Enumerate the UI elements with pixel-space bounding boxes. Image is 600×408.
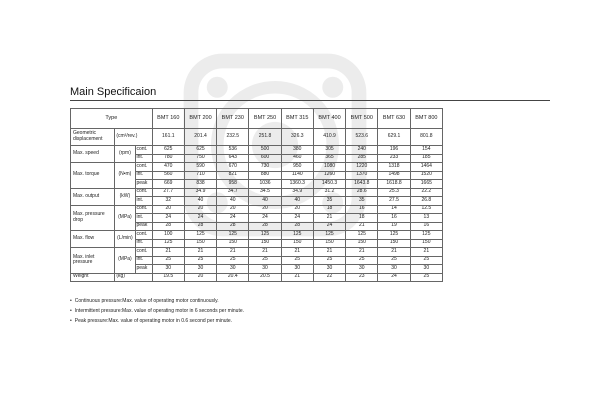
parameter-label: Max. inlet pressure [71, 248, 115, 274]
table-cell: 24 [313, 222, 345, 231]
table-cell: 28 [249, 222, 281, 231]
footnotes [70, 296, 244, 326]
table-cell: 28 [152, 222, 184, 231]
table-cell: 24 [281, 214, 313, 223]
table-cell: 21 [281, 248, 313, 257]
model-header: BMT 400 [313, 109, 345, 129]
table-cell: 201.4 [184, 129, 216, 146]
table-cell: 20 [217, 205, 249, 214]
parameter-unit: (kg) [115, 273, 152, 282]
table-cell: 1318 [378, 163, 410, 172]
table-cell: 154 [410, 146, 442, 155]
table-cell: 24 [249, 214, 281, 223]
table-cell: 35 [346, 197, 378, 206]
table-cell: 251.8 [249, 129, 281, 146]
table-cell: 18 [313, 205, 345, 214]
table-cell: 40 [281, 197, 313, 206]
table-row [71, 146, 443, 155]
condition-label: int. [135, 171, 152, 180]
table-cell: 21 [281, 273, 313, 282]
table-cell: 196 [378, 146, 410, 155]
parameter-unit: (cm³/rev.) [115, 129, 152, 146]
table-cell: 380 [281, 146, 313, 155]
table-cell: 780 [152, 154, 184, 163]
parameter-label: Max. pressure drop [71, 205, 115, 231]
footnote-item [70, 316, 244, 326]
table-cell: 669 [152, 180, 184, 189]
table-cell: 20.5 [249, 273, 281, 282]
table-cell: 13 [410, 214, 442, 223]
table-cell: 30 [152, 265, 184, 274]
table-cell: 1036 [249, 180, 281, 189]
footnote-item [70, 306, 244, 316]
table-cell: 150 [410, 239, 442, 248]
table-cell: 34.7 [217, 188, 249, 197]
table-cell: 21 [313, 248, 345, 257]
table-cell: 28 [281, 222, 313, 231]
condition-label: cont. [135, 248, 152, 257]
table-cell: 34.9 [281, 188, 313, 197]
table-cell: 1665 [410, 180, 442, 189]
table-cell: 821 [217, 171, 249, 180]
condition-label: cont. [135, 146, 152, 155]
table-cell: 1140 [281, 171, 313, 180]
table-row [71, 188, 443, 197]
footnote-text: Intermittent pressure:Max. value of operating motor in 6 seconds per minute. [74, 308, 245, 314]
table-cell: 21 [152, 248, 184, 257]
table-cell: 1370 [346, 171, 378, 180]
table-cell: 27.7 [152, 188, 184, 197]
model-header: BMT 230 [217, 109, 249, 129]
table-cell: 125 [249, 231, 281, 240]
table-cell: 150 [378, 239, 410, 248]
table-cell: 24 [378, 273, 410, 282]
model-header: BMT 250 [249, 109, 281, 129]
table-cell: 305 [313, 146, 345, 155]
table-cell: 801.8 [410, 129, 442, 146]
table-cell: 710 [184, 171, 216, 180]
table-cell: 22 [313, 273, 345, 282]
table-cell: 100 [152, 231, 184, 240]
table-cell: 30 [184, 265, 216, 274]
parameter-label: Geometric displacement [71, 129, 115, 146]
table-cell: 21 [346, 248, 378, 257]
table-cell: 16 [410, 222, 442, 231]
table-cell: 730 [249, 163, 281, 172]
parameter-unit: (rpm) [115, 146, 135, 163]
table-cell: 950 [281, 163, 313, 172]
table-cell: 40 [249, 197, 281, 206]
table-cell: 670 [217, 163, 249, 172]
condition-label: int. [135, 197, 152, 206]
parameter-unit: (MPa) [115, 248, 135, 274]
table-cell: 125 [346, 231, 378, 240]
table-cell: 25 [346, 256, 378, 265]
table-row [71, 205, 443, 214]
table-cell: 125 [281, 231, 313, 240]
table-cell: 30 [281, 265, 313, 274]
table-cell: 40 [184, 197, 216, 206]
table-cell: 25 [152, 256, 184, 265]
table-cell: 25 [410, 256, 442, 265]
page-title: Main Specificaion [70, 86, 157, 98]
bullet-icon: • [70, 308, 72, 314]
table-cell: 500 [249, 146, 281, 155]
table-cell: 1618.8 [378, 180, 410, 189]
table-cell: 1450.3 [313, 180, 345, 189]
table-cell: 150 [313, 239, 345, 248]
table-cell: 25 [249, 256, 281, 265]
condition-label: cont. [135, 188, 152, 197]
table-cell: 20 [281, 205, 313, 214]
model-header: BMT 160 [152, 109, 184, 129]
table-cell: 30 [410, 265, 442, 274]
specification-table [70, 108, 443, 282]
table-row [71, 248, 443, 257]
table-cell: 30 [217, 265, 249, 274]
table-cell: 19 [378, 222, 410, 231]
table-cell: 27.5 [378, 197, 410, 206]
type-header: Type [71, 109, 153, 129]
table-cell: 30 [346, 265, 378, 274]
table-cell: 25 [313, 256, 345, 265]
table-cell: 21 [346, 222, 378, 231]
condition-label: peak [135, 265, 152, 274]
table-cell: 21 [249, 248, 281, 257]
table-cell: 21 [378, 248, 410, 257]
condition-label: cont. [135, 163, 152, 172]
table-cell: 25.3 [378, 188, 410, 197]
table-cell: 25 [410, 273, 442, 282]
table-cell: 16 [346, 205, 378, 214]
table-cell: 28 [184, 222, 216, 231]
table-cell: 232.5 [217, 129, 249, 146]
table-cell: 19.5 [152, 273, 184, 282]
table-cell: 22.2 [410, 188, 442, 197]
table-cell: 34.9 [184, 188, 216, 197]
table-cell: 20 [184, 205, 216, 214]
table-row [71, 273, 443, 282]
table-row [71, 231, 443, 240]
table-cell: 21 [217, 248, 249, 257]
table-cell: 838 [184, 180, 216, 189]
condition-label: int. [135, 214, 152, 223]
condition-label: cont. [135, 205, 152, 214]
table-cell: 20 [249, 205, 281, 214]
table-cell: 1498 [378, 171, 410, 180]
model-header: BMT 500 [346, 109, 378, 129]
table-cell: 643 [217, 154, 249, 163]
table-cell: 25 [217, 256, 249, 265]
table-cell: 1260 [313, 171, 345, 180]
table-cell: 880 [249, 171, 281, 180]
table-cell: 523.6 [346, 129, 378, 146]
condition-label: peak [135, 180, 152, 189]
table-cell: 26.8 [410, 197, 442, 206]
table-cell: 125 [410, 231, 442, 240]
parameter-label: Max. flow [71, 231, 115, 248]
table-cell: 12.5 [410, 205, 442, 214]
table-body [71, 129, 443, 282]
model-header: BMT 800 [410, 109, 442, 129]
table-cell: 958 [217, 180, 249, 189]
parameter-label: Max. torque [71, 163, 115, 189]
table-cell: 150 [184, 239, 216, 248]
table-cell: 326.3 [281, 129, 313, 146]
table-cell: 25 [184, 256, 216, 265]
table-cell: 240 [346, 146, 378, 155]
model-header: BMT 630 [378, 109, 410, 129]
table-cell: 750 [184, 154, 216, 163]
parameter-label: Weight [71, 273, 115, 282]
table-cell: 18 [346, 214, 378, 223]
table-cell: 20 [152, 205, 184, 214]
table-cell: 600 [249, 154, 281, 163]
table-row [71, 163, 443, 172]
table-cell: 125 [152, 239, 184, 248]
model-header: BMT 200 [184, 109, 216, 129]
table-cell: 125 [184, 231, 216, 240]
table-cell: 14 [378, 205, 410, 214]
table-cell: 625 [152, 146, 184, 155]
table-cell: 150 [217, 239, 249, 248]
table-cell: 20.4 [217, 273, 249, 282]
table-cell: 625 [184, 146, 216, 155]
table-cell: 125 [217, 231, 249, 240]
table-row [71, 129, 443, 146]
table-cell: 25 [378, 256, 410, 265]
parameter-unit: (N•m) [115, 163, 135, 189]
table-cell: 150 [249, 239, 281, 248]
footnote-text: Peak pressure:Max. value of operating motor in 0.6 second per minute. [74, 318, 233, 324]
condition-label: int. [135, 256, 152, 265]
table-header-row [71, 109, 443, 129]
table-cell: 21 [313, 214, 345, 223]
table-cell: 590 [184, 163, 216, 172]
table-cell: 34.5 [249, 188, 281, 197]
parameter-unit: (kW) [115, 188, 135, 205]
table-cell: 30 [378, 265, 410, 274]
table-cell: 1643.8 [346, 180, 378, 189]
table-cell: 285 [346, 154, 378, 163]
table-cell: 536 [217, 146, 249, 155]
table-cell: 560 [152, 171, 184, 180]
table-cell: 1080 [313, 163, 345, 172]
footnote-text: Continuous pressure:Max. value of operating motor continuously. [74, 298, 219, 304]
condition-label: cont. [135, 231, 152, 240]
bullet-icon: • [70, 318, 72, 324]
table-cell: 1520 [410, 171, 442, 180]
table-cell: 470 [152, 163, 184, 172]
table-cell: 25 [281, 256, 313, 265]
table-cell: 150 [346, 239, 378, 248]
condition-label: peak [135, 222, 152, 231]
table-cell: 20 [184, 273, 216, 282]
parameter-label: Max. output [71, 188, 115, 205]
table-cell: 30 [249, 265, 281, 274]
table-cell: 125 [313, 231, 345, 240]
table-cell: 21 [410, 248, 442, 257]
table-cell: 28 [217, 222, 249, 231]
table-cell: 23 [346, 273, 378, 282]
footnote-item [70, 296, 244, 306]
table-cell: 24 [152, 214, 184, 223]
condition-label: int. [135, 239, 152, 248]
parameter-unit: (MPa) [115, 205, 135, 231]
table-cell: 40 [217, 197, 249, 206]
condition-label: int. [135, 154, 152, 163]
table-cell: 150 [281, 239, 313, 248]
table-cell: 30 [313, 265, 345, 274]
title-divider [70, 100, 550, 101]
table-cell: 125 [378, 231, 410, 240]
bullet-icon: • [70, 298, 72, 304]
table-cell: 24 [184, 214, 216, 223]
table-cell: 16 [378, 214, 410, 223]
table-cell: 365 [313, 154, 345, 163]
table-cell: 629.1 [378, 129, 410, 146]
table-cell: 1464 [410, 163, 442, 172]
parameter-unit: (L/min) [115, 231, 135, 248]
parameter-label: Max. speed [71, 146, 115, 163]
table-cell: 1360.3 [281, 180, 313, 189]
table-cell: 28.6 [346, 188, 378, 197]
table-cell: 21 [184, 248, 216, 257]
table-cell: 185 [410, 154, 442, 163]
table-cell: 460 [281, 154, 313, 163]
table-cell: 233 [378, 154, 410, 163]
table-cell: 24 [217, 214, 249, 223]
table-cell: 161.1 [152, 129, 184, 146]
table-cell: 32 [152, 197, 184, 206]
table-cell: 31.2 [313, 188, 345, 197]
table-cell: 410.9 [313, 129, 345, 146]
model-header: BMT 315 [281, 109, 313, 129]
table-cell: 35 [313, 197, 345, 206]
table-cell: 1220 [346, 163, 378, 172]
